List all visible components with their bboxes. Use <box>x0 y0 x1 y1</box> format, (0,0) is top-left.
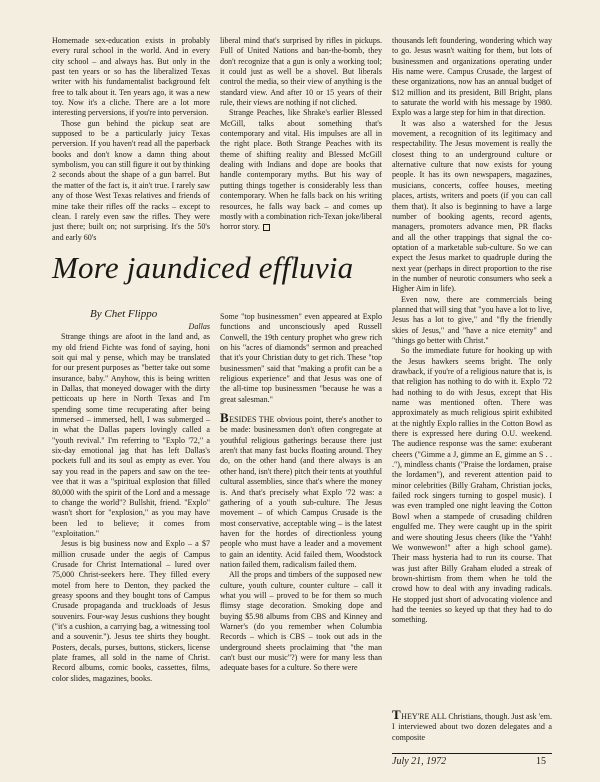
paragraph: All the props and timbers of the supposed new culture, youth culture, counter culture – call it what you will – proved to be for them so much flimsy stage decoration. Smoking dope and buying $5.98 albums from CBS and Kinney and Warner's (do you remember when Columbia Records – which is CBS – took out ads in the underground sheets proclaiming that "the man can't bust our music"?) were for many less than adequate bases for a culture. So there were <box>220 570 382 673</box>
end-of-article-mark <box>263 224 270 231</box>
paragraph: Even now, there are commercials being planned that will sing that "you have a lot to live, Jesus has a lot to give," and "fly the friendly skies of Jesus," and "have a nice eternity" and "things go better with Christ." <box>392 294 552 345</box>
lead-text: Christians, though. Just ask 'em. I interviewed about two dozen delegates and a composite <box>392 712 552 742</box>
paragraph: Some "top businessmen" even appeared at Explo functions and unconsciously aped Russell Conwell, the 19th century prophet who grew rich on his "acres of diamonds" sermon and preached that it's your Christian duty to get rich. These "top businessmen" said that "making a profit can be a religious experience" and that Jesus was one of the all-time top businessmen "because he was a great salesman." <box>220 312 382 404</box>
paragraph <box>220 108 382 232</box>
section-opening-paragraph <box>220 410 383 570</box>
column-1 <box>52 312 210 684</box>
paragraph: liberal mind that's surprised by rifles in pickups. Full of United Nations and ban-the-bomb, they don't recognize that a gun is only a working tool; it could just as well be a shovel. But liberals control the media, so their view of anything is the standard view. And after 10 or 15 years of their rule, their views are nothing if not cliched. <box>220 36 382 108</box>
footer-rule <box>392 753 552 754</box>
dateline <box>52 322 210 332</box>
paragraph-text: Strange Peaches, like Shrake's earlier Blessed McGill, talks about something that's contemporary and vital. His impulses are all in the right place. Both Strange Peaches with its theme of shifting reality and Blessed McGill dealing with Indians and dope are books that handle contemporary myths. But his way of putting things together is considerably less than contemporary. When he falls back on his writing resources, he falls way back – and comes up mostly with a combination rich-Texan joke/liberal horror story. <box>220 108 382 232</box>
paragraph: Jesus is big business now and Explo – a $7 million crusade under the aegis of Campus Crusade for Christ International – lured over 75,000 Christ-seekers here. They filled every motel from here to Denton, they packed the greasy spoons and they bought tons of Campus Crusade propaganda and truckloads of Jesus souvenirs. Four-way Jesus cushions they bought ("it's a cushion, a carrying bag, a witnessing tool and a souvenir."). Jesus tee shirts they bought. Posters, decals, purses, buttons, stickers, license plate frames, all sold in the name of Christ. Record albums, comic books, cassettes, films, color slides, magazines, books. <box>52 539 210 683</box>
section-opening-paragraph <box>392 707 552 743</box>
top-column-2 <box>220 36 382 233</box>
paragraph: Strange things are afoot in the land and, as my old friend Fichte was fond of saying, honi soit qui mal y pense, which may be translated for our present purposes as "better take out some insurance, baby." Anyhow, this is being written in Dallas, that moneyed dowager with the dirty petticoats up here in North Texas and I'm spending some time recuperating after being immersed – immersed, hell, I was submerged – in what the Dallas papers lovingly called a "youth revival." I'm referring to "Explo '72," a six-day emotional jag that has left Dallas's pockets full and its soul as empty as ever. You say you read in the papers and saw on the tee-vee that it was a "spiritual explosion that filled 80,000 with the spirit of the Lord and a message to change the world"? Bullshit, friend. "Explo" wasn't short for "explosion," as you may have been led to believe; it comes from "exploitation." <box>52 332 210 538</box>
small-caps-lead: HEY'RE ALL <box>401 712 447 721</box>
paragraph-text: there's another to be made: businessmen don't often congregate at youthful religious gatherings because there just aren't that many fast bucks floating around. They do, on the other hand (and there always is an other hand, isn't there) pitch their tents at youthful cultural assemblies, since that's where the money is. And that's precisely what Explo '72 was: a gathering of a youth sub-culture. The Jesus movement – of which Campus Crusade is the most conservative, acceptable wing – is the latest haven for the hordes of directionless young people who must have a leader and a movement to gain an identity. Acid failed them, Woodstock nation failed them, radicalism failed them. <box>220 415 383 569</box>
paragraph: Those gun behind the pickup seat are supposed to be a particularly juicy Texas perversion. If you haven't read all the paperback books and don't know a damn thing about symbolism, you can still figure it out by thinking 2 seconds about the shape of a gun barrel. But the matter of the fact is, it ain't true. I rarely saw any of those West Texas relatives and friends of mine take their rifles off the racks – except to clean. I rarely even saw the rifles. They were just there; built on; not surprising. It's the 50's and early 60's <box>52 118 210 242</box>
dateline-text: Dallas <box>188 322 210 331</box>
paragraph: Homemade sex-education exists in probably every rural school in the world. And in every city school – and always has. But only in the past ten years or so has the liberalized Texas writer with his fundamentalist background felt free to talk about it. Ten years ago, it was a new toy. Now it's a cliche. There are a lot more interesting perversions, if you're into perversion. <box>52 36 210 118</box>
article-headline: More jaundiced effluvia <box>52 250 354 285</box>
paragraph: thousands left foundering, wondering which way to go. Jesus wasn't waiting for them, but lots of businessmen and organizations operating under His name were. Campus Crusade, the largest of these organizations, now has an annual budget of $12 million and its president, Bill Bright, plans to saturate the world with his message by 1980. Explo was a large step for him in that direction. <box>392 36 552 118</box>
small-caps-lead: ESIDES THE <box>229 415 275 425</box>
drop-cap: B <box>220 410 230 426</box>
issue-date: July 21, 1972 <box>392 756 447 767</box>
column-3 <box>392 36 552 626</box>
page-number: 15 <box>536 756 546 767</box>
drop-cap: T <box>392 707 402 722</box>
article-byline: By Chet Flippo <box>90 308 158 320</box>
paragraph: It was also a watershed for the Jesus movement, a recognition of its legitimacy and respectability. The Jesus movement is really the closest thing to an underground culture or alternative culture that now exists for young people. It has its own newspapers, magazines, musicians, concerts, coffee houses, meeting places, artists, writers and poets (if you can call them that). It also is beginning to have a large number of booking agents, record agents, managers, promoters advance men, PR flacks and all the other trappings that signal the co-optation of a marketable sub-culture. So we can expect the Jesus market to quadruple during the next year (perhaps in direct proportion to the rise in the number of neurotic consumers who seek a Higher Aim in life). <box>392 118 552 294</box>
paragraph: So the immediate future for hooking up with the Jesus hawkers seems bright. The only drawback, if you're of a religious nature that is, is that religion has nothing to do with it. Explo '72 had nothing to do with Jesus, except that His name was mentioned often. There was approximately as much religious spirit exhibited at the nightly Explo rallies in the Cotton Bowl as there is expressed here during O.U. weekend. The audience response was the same: exuberant cheers ("Gimme a J, gimme an E, gimme an S . . ."), mindless chants ("Praise the lordamen, praise the lordamen"), and reverent attention paid to minor celebrities (Billy Graham, Christian jocks, failed rock singers turning to gospel music). I was even trampled one night leaving the Cotton Bowl when a stampede of crusading children engulfed me. They were caught up in the spirit and were shouting Jesus cheers (like the "Yahh! We wonwewon!" after a high school game). Their mass hysteria had to run its course. That was just after Billy Graham eluded a streak of brown-shirtism from them when he told the crowd how to deal with any invading radicals. He stopped just short of advocating violence and had the teenies so keyed up that they had to do something. <box>392 346 552 625</box>
lead-text: obvious point, <box>276 415 324 425</box>
top-column-1 <box>52 36 210 243</box>
column-2 <box>220 312 382 674</box>
